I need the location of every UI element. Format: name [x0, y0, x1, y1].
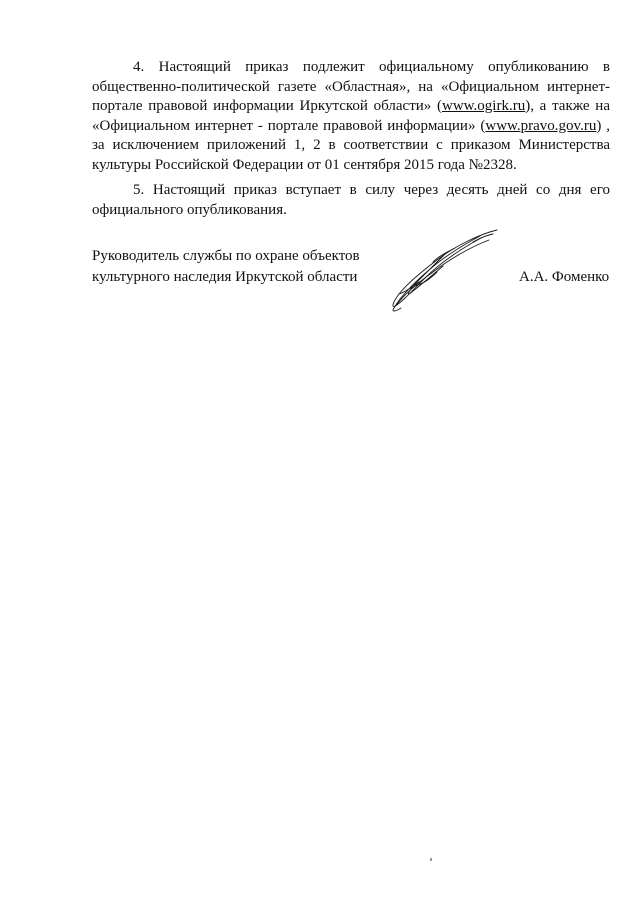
- item-4-line-4: [92, 117, 610, 137]
- pravo-link[interactable]: www.pravo.gov.ru: [485, 117, 597, 134]
- item-4-line-4-text-b: ) ,: [596, 117, 610, 134]
- item-4-line-1: 4. Настоящий приказ подлежит официальному опубликованию в: [133, 59, 610, 75]
- item-5-line-2: официального опубликования.: [92, 201, 287, 218]
- item-4-line-3-text-b: ), а также на: [525, 98, 610, 114]
- item-4-line-4-text-a: «Официальном интернет - портале правовой информации» (: [92, 117, 486, 134]
- item-4-line-6: культуры Российской Федерации от 01 сентября 2015 года №2328.: [92, 156, 517, 173]
- handwritten-signature: [385, 224, 500, 314]
- paragraph-item-5: [92, 181, 610, 220]
- item-4-line-2: общественно-политической газете «Областная», на «Официальном интернет-: [92, 78, 610, 95]
- signatory-name: А.А. Фоменко: [519, 269, 610, 285]
- signatory-position-line-1: Руководитель службы по охране объектов: [92, 248, 360, 264]
- item-5-line-1: 5. Настоящий приказ вступает в силу через десять дней со дня его: [133, 182, 610, 198]
- ogirk-link[interactable]: www.ogirk.ru: [442, 98, 526, 114]
- item-4-line-5: за исключением приложений 1, 2 в соответствии с приказом Министерства: [92, 137, 610, 153]
- item-4-line-3-text-a: портале правовой информации Иркутской области» (: [92, 98, 443, 114]
- scan-speck: [430, 858, 432, 861]
- signatory-position: [92, 246, 360, 288]
- signatory-position-line-2: культурного наследия Иркутской области: [92, 269, 358, 285]
- paragraph-item-4: [92, 58, 610, 175]
- item-4-line-3: [92, 97, 610, 117]
